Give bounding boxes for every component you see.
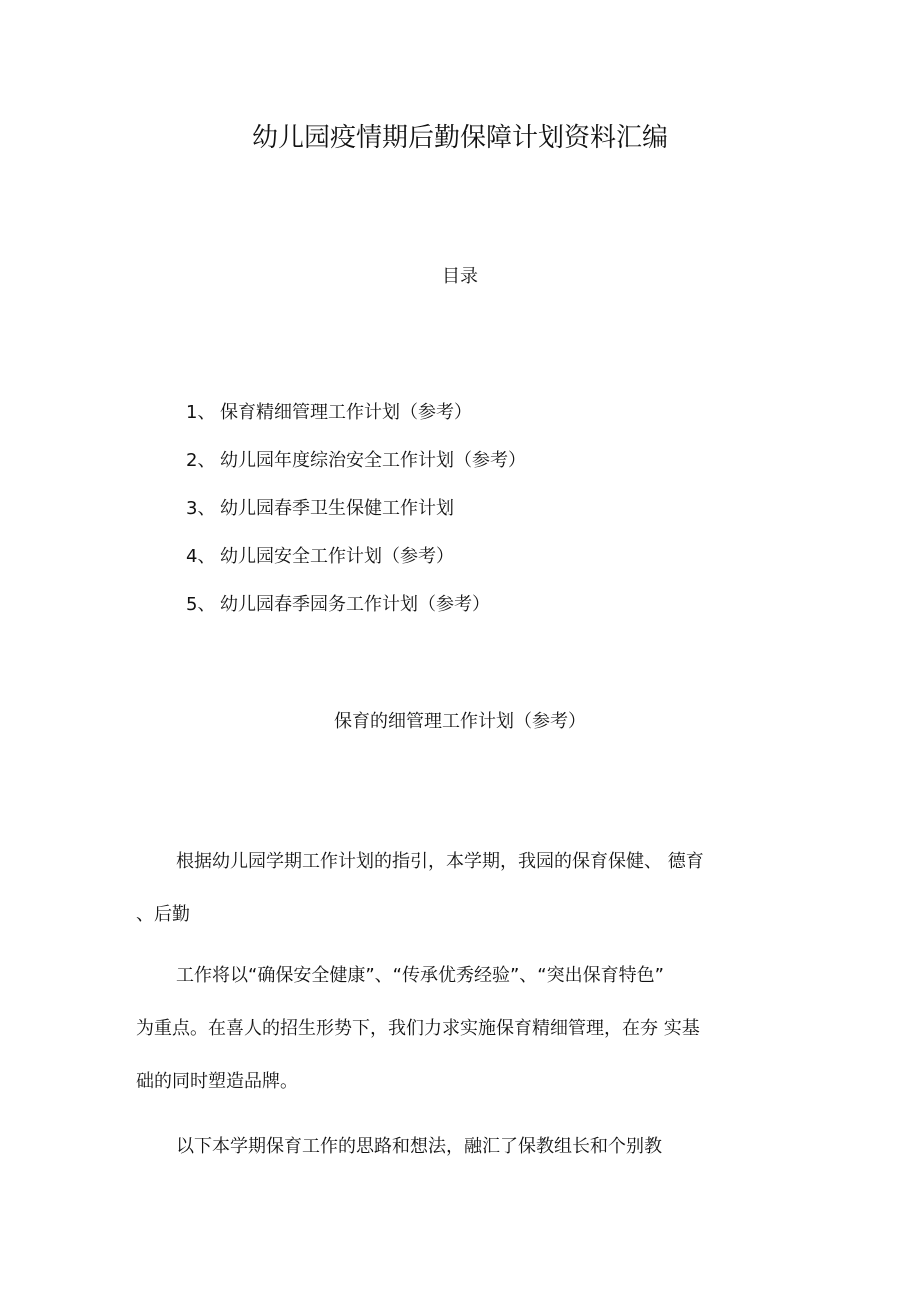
toc-item-label: 幼儿园春季卫生保健工作计划 — [220, 498, 454, 519]
table-of-contents — [186, 398, 526, 638]
section-title: 保育的细管理工作计划（参考） — [334, 711, 586, 732]
toc-item-number: 1、 — [186, 402, 216, 423]
toc-item-3[interactable] — [186, 494, 526, 542]
toc-item-label: 幼儿园安全工作计划（参考） — [220, 546, 454, 567]
body-paragraph-3 — [136, 1120, 776, 1173]
toc-item-5[interactable] — [186, 590, 526, 638]
paragraph-line: 工作将以“确保安全健康”、“传承优秀经验”、“突出保育特色” — [176, 965, 664, 986]
toc-item-number: 4、 — [186, 546, 216, 567]
toc-item-2[interactable] — [186, 446, 526, 494]
body-paragraph-2 — [136, 949, 776, 1108]
document-title: 幼儿园疫情期后勤保障计划资料汇编 — [251, 123, 668, 153]
paragraph-line: 础的同时塑造品牌。 — [136, 1071, 298, 1092]
toc-item-4[interactable] — [186, 542, 526, 590]
toc-heading: 目录 — [442, 266, 478, 287]
paragraph-line: 、后勤 — [136, 904, 190, 925]
toc-item-label: 幼儿园年度综治安全工作计划（参考） — [220, 450, 526, 471]
paragraph-line: 为重点。在喜人的招生形势下，我们力求实施保育精细管理，在夯 实基 — [136, 1018, 700, 1039]
paragraph-line: 根据幼儿园学期工作计划的指引，本学期，我园的保育保健、 德育 — [176, 851, 704, 872]
toc-item-1[interactable] — [186, 398, 526, 446]
toc-item-label: 幼儿园春季园务工作计划（参考） — [220, 594, 490, 615]
body-paragraph-1 — [136, 835, 776, 941]
toc-item-number: 2、 — [186, 450, 216, 471]
toc-item-number: 5、 — [186, 594, 216, 615]
toc-item-label: 保育精细管理工作计划（参考） — [220, 402, 472, 423]
paragraph-line: 以下本学期保育工作的思路和想法，融汇了保教组长和个别教 — [176, 1136, 662, 1157]
toc-item-number: 3、 — [186, 498, 216, 519]
